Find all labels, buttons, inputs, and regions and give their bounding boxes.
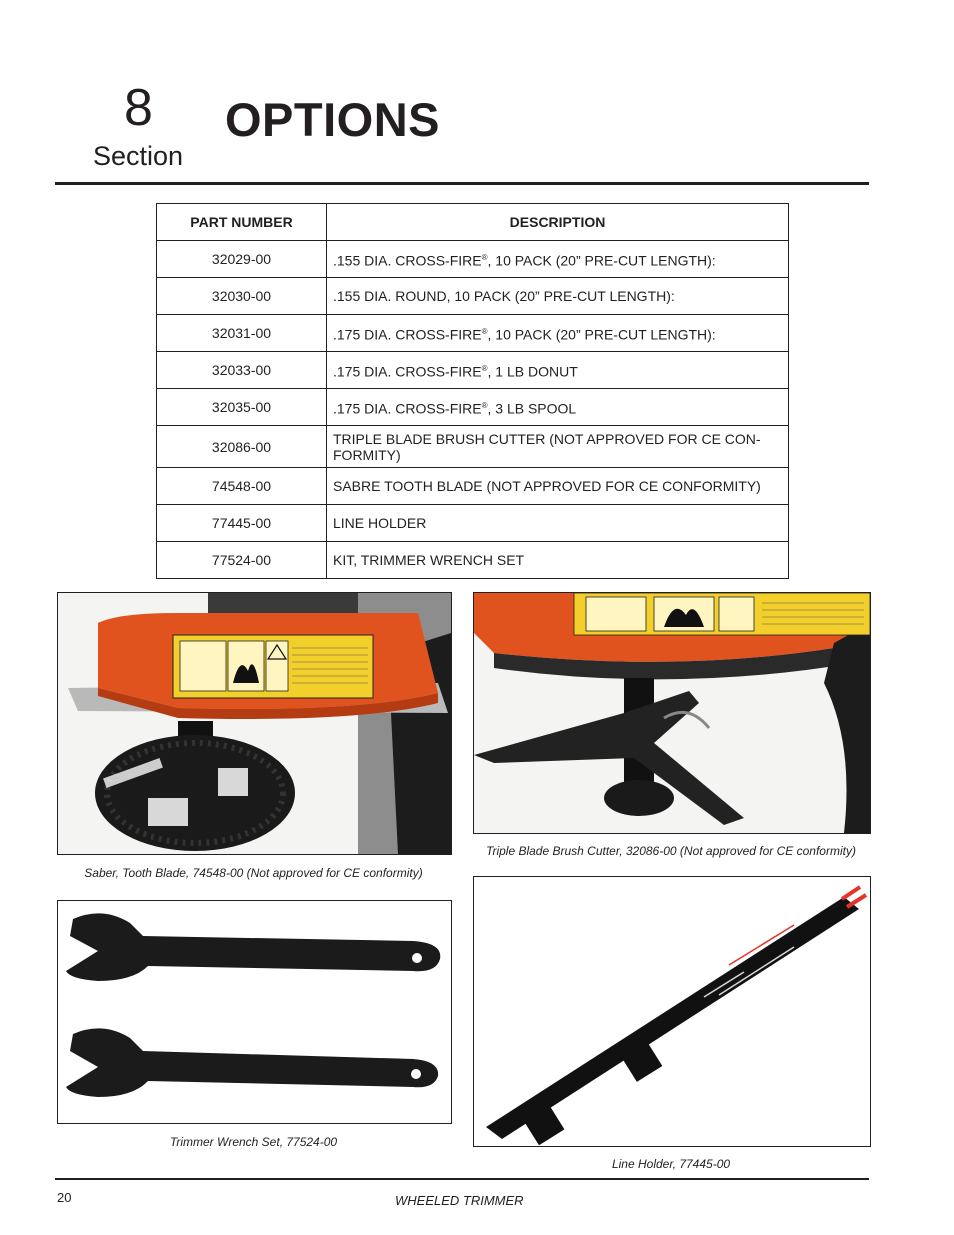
- part-number-cell: 77524-00: [157, 542, 327, 579]
- column-header-description: DESCRIPTION: [327, 204, 789, 241]
- saber-tooth-blade-photo: [57, 592, 452, 855]
- page-number: 20: [57, 1190, 72, 1205]
- page-title: OPTIONS: [225, 93, 441, 146]
- line-holder-photo: [473, 876, 871, 1147]
- part-number-cell: 32086-00: [157, 426, 327, 468]
- part-number-cell: 32033-00: [157, 352, 327, 389]
- description-cell: .175 DIA. CROSS-FIRE®, 1 LB DONUT: [327, 352, 789, 389]
- part-number-cell: 32031-00: [157, 315, 327, 352]
- saber-blade-caption: Saber, Tooth Blade, 74548-00 (Not approved for CE conformity): [84, 866, 423, 880]
- description-cell: .155 DIA. CROSS-FIRE®, 10 PACK (20” PRE-CUT LENGTH):: [327, 241, 789, 278]
- wrench-set-caption: Trimmer Wrench Set, 77524-00: [169, 1135, 338, 1149]
- table-row: [157, 352, 789, 389]
- description-cell: TRIPLE BLADE BRUSH CUTTER (NOT APPROVED FOR CE CON-FORMITY): [327, 426, 789, 468]
- table-row: [157, 426, 789, 468]
- table-row: [157, 315, 789, 352]
- section-label: Section: [93, 141, 184, 171]
- part-number-cell: 32029-00: [157, 241, 327, 278]
- table-header-row: [157, 204, 789, 241]
- document-title: WHEELED TRIMMER: [395, 1193, 524, 1208]
- column-header-part-number: PART NUMBER: [157, 204, 327, 241]
- triple-blade-photo: [473, 592, 871, 834]
- table-row: [157, 241, 789, 278]
- description-cell: .175 DIA. CROSS-FIRE®, 10 PACK (20” PRE-CUT LENGTH):: [327, 315, 789, 352]
- footer-rule: [55, 1178, 869, 1180]
- table-row: [157, 505, 789, 542]
- table-row: [157, 542, 789, 579]
- table-row: [157, 389, 789, 426]
- line-holder-caption: Line Holder, 77445-00: [611, 1157, 731, 1171]
- section-number: 8: [124, 79, 153, 137]
- part-number-cell: 32035-00: [157, 389, 327, 426]
- description-cell: KIT, TRIMMER WRENCH SET: [327, 542, 789, 579]
- part-number-cell: 74548-00: [157, 468, 327, 505]
- triple-blade-caption: Triple Blade Brush Cutter, 32086-00 (Not approved for CE conformity): [486, 844, 856, 858]
- header-rule: [55, 182, 869, 185]
- part-number-cell: 77445-00: [157, 505, 327, 542]
- table-row: [157, 278, 789, 315]
- description-cell: LINE HOLDER: [327, 505, 789, 542]
- part-number-cell: 32030-00: [157, 278, 327, 315]
- parts-table: [156, 203, 789, 579]
- description-cell: .175 DIA. CROSS-FIRE®, 3 LB SPOOL: [327, 389, 789, 426]
- description-cell: .155 DIA. ROUND, 10 PACK (20” PRE-CUT LENGTH):: [327, 278, 789, 315]
- description-cell: SABRE TOOTH BLADE (NOT APPROVED FOR CE CONFORMITY): [327, 468, 789, 505]
- table-row: [157, 468, 789, 505]
- wrench-set-photo: [57, 900, 452, 1124]
